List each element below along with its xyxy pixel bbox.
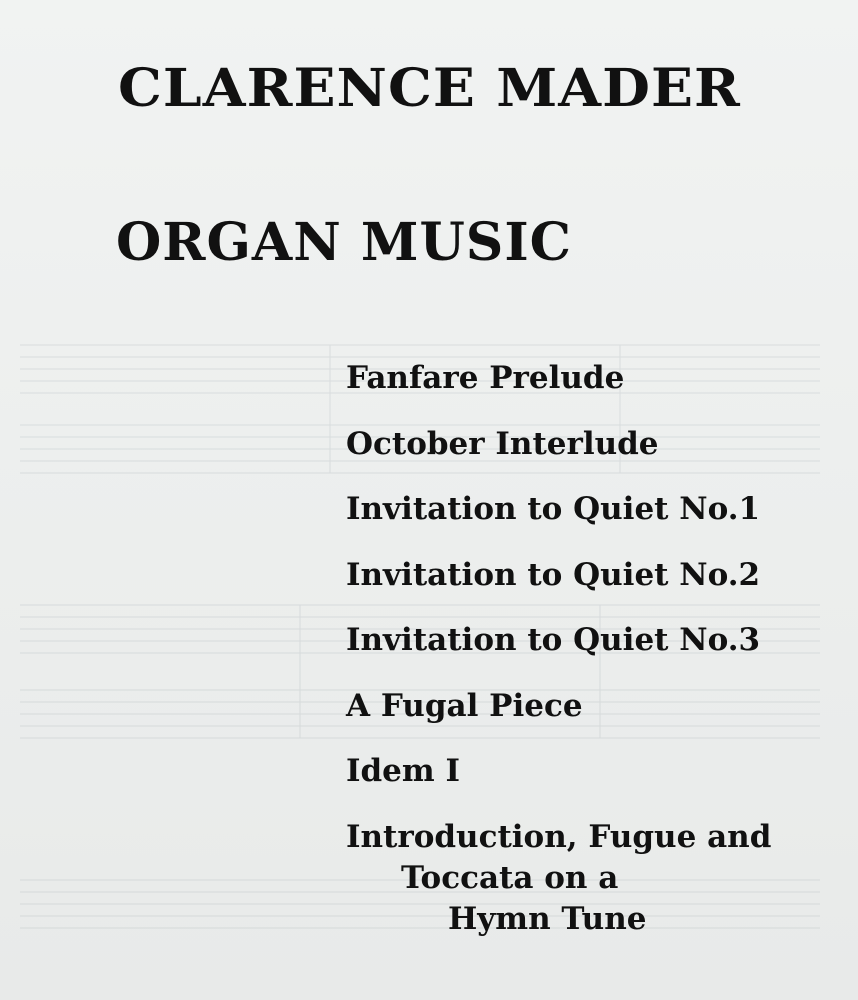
list-item: Invitation to Quiet No.3	[346, 622, 761, 658]
list-item-line: Introduction, Fugue and	[346, 818, 772, 855]
list-item-line: Hymn Tune	[448, 900, 647, 937]
collection-title: ORGAN MUSIC	[116, 212, 573, 273]
list-item-last	[346, 817, 771, 940]
list-item: Invitation to Quiet No.2	[346, 556, 761, 593]
composer-name: CLARENCE MADER	[118, 58, 741, 119]
list-item: October Interlude	[346, 425, 659, 462]
list-item-line: Toccata on a	[401, 859, 619, 896]
list-item: A Fugal Piece	[346, 687, 583, 724]
contents-list	[346, 358, 771, 940]
list-item: Idem I	[346, 753, 460, 789]
list-item: Invitation to Quiet No.1	[346, 491, 761, 527]
list-item: Fanfare Prelude	[346, 360, 625, 396]
